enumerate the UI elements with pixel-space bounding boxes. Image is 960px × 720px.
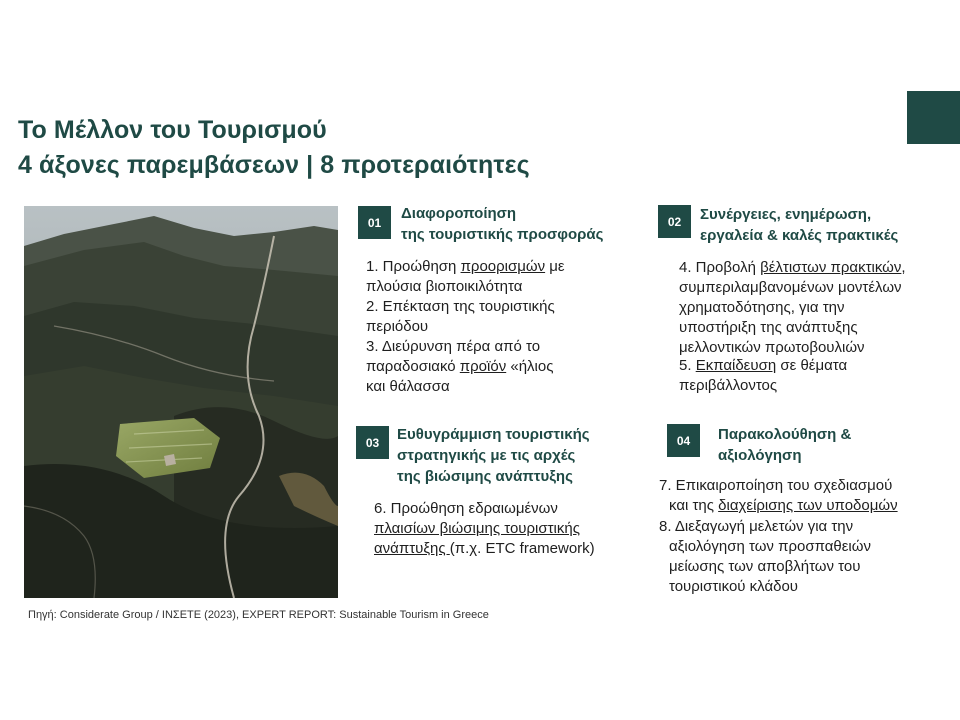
corner-accent-block	[907, 91, 960, 144]
priority-4: 4. Προβολή βέλτιστων πρακτικών, συμπεριλαμβανομένων μοντέλων χρηματοδότησης, για την υποστήριξη της ανάπτυξης μελλοντικών πρωτοβουλιών	[679, 259, 906, 356]
axis-1-heading	[401, 203, 603, 245]
axis-3-number-badge: 03	[356, 426, 389, 459]
axis-1-heading-line-1: Διαφοροποίηση	[401, 205, 517, 222]
mountain-landscape-photo	[24, 206, 338, 598]
axis-2-heading-line-2: εργαλεία & καλές πρακτικές	[700, 227, 899, 244]
axis-4-heading-line-1: Παρακολούθηση &	[718, 426, 852, 443]
axis-4-number-badge: 04	[667, 424, 700, 457]
priority-3: 3. Διεύρυνση πέρα από το παραδοσιακό προϊόν «ήλιος και θάλασσα	[366, 338, 554, 395]
axis-4-heading	[718, 424, 851, 466]
source-citation: Πηγή: Considerate Group / ΙΝΣΕΤΕ (2023), EXPERT REPORT: Sustainable Tourism in Greece	[28, 609, 489, 621]
priority-7: 7. Επικαιροποίηση του σχεδιασμού και της διαχείρισης των υποδομών	[659, 477, 898, 514]
title-line-1: Το Μέλλον του Τουρισμού	[18, 116, 327, 144]
axis-1-heading-line-2: της τουριστικής προσφοράς	[401, 226, 604, 243]
axis-3-heading	[397, 424, 590, 487]
priority-1: 1. Προώθηση προορισμών με πλούσια βιοποικιλότητα	[366, 258, 565, 295]
slide-title	[18, 113, 530, 183]
axis-2-heading	[700, 204, 898, 246]
title-line-2: 4 άξονες παρεμβάσεων | 8 προτεραιότητες	[18, 151, 530, 179]
axis-3-heading-line-3: της βιώσιμης ανάπτυξης	[397, 468, 573, 485]
axis-3-heading-line-2: στρατηγικής με τις αρχές	[397, 447, 576, 464]
axis-1-number-badge: 01	[358, 206, 391, 239]
axis-4-heading-line-2: αξιολόγηση	[718, 447, 802, 464]
axis-2-heading-line-1: Συνέργειες, ενημέρωση,	[700, 206, 872, 223]
priority-8: 8. Διεξαγωγή μελετών για την αξιολόγηση των προσπαθειών μείωσης των αποβλήτων του τουριστικού κλάδου	[659, 518, 871, 595]
axis-2-number-badge: 02	[658, 205, 691, 238]
priority-6: 6. Προώθηση εδραιωμένων πλαισίων βιώσιμης τουριστικής ανάπτυξης (π.χ. ETC framework)	[374, 500, 595, 557]
axis-3-heading-line-1: Ευθυγράμμιση τουριστικής	[397, 426, 590, 443]
priority-2: 2. Επέκταση της τουριστικής περιόδου	[366, 298, 555, 335]
priority-5: 5. Εκπαίδευση σε θέματα περιβάλλοντος	[679, 357, 848, 394]
